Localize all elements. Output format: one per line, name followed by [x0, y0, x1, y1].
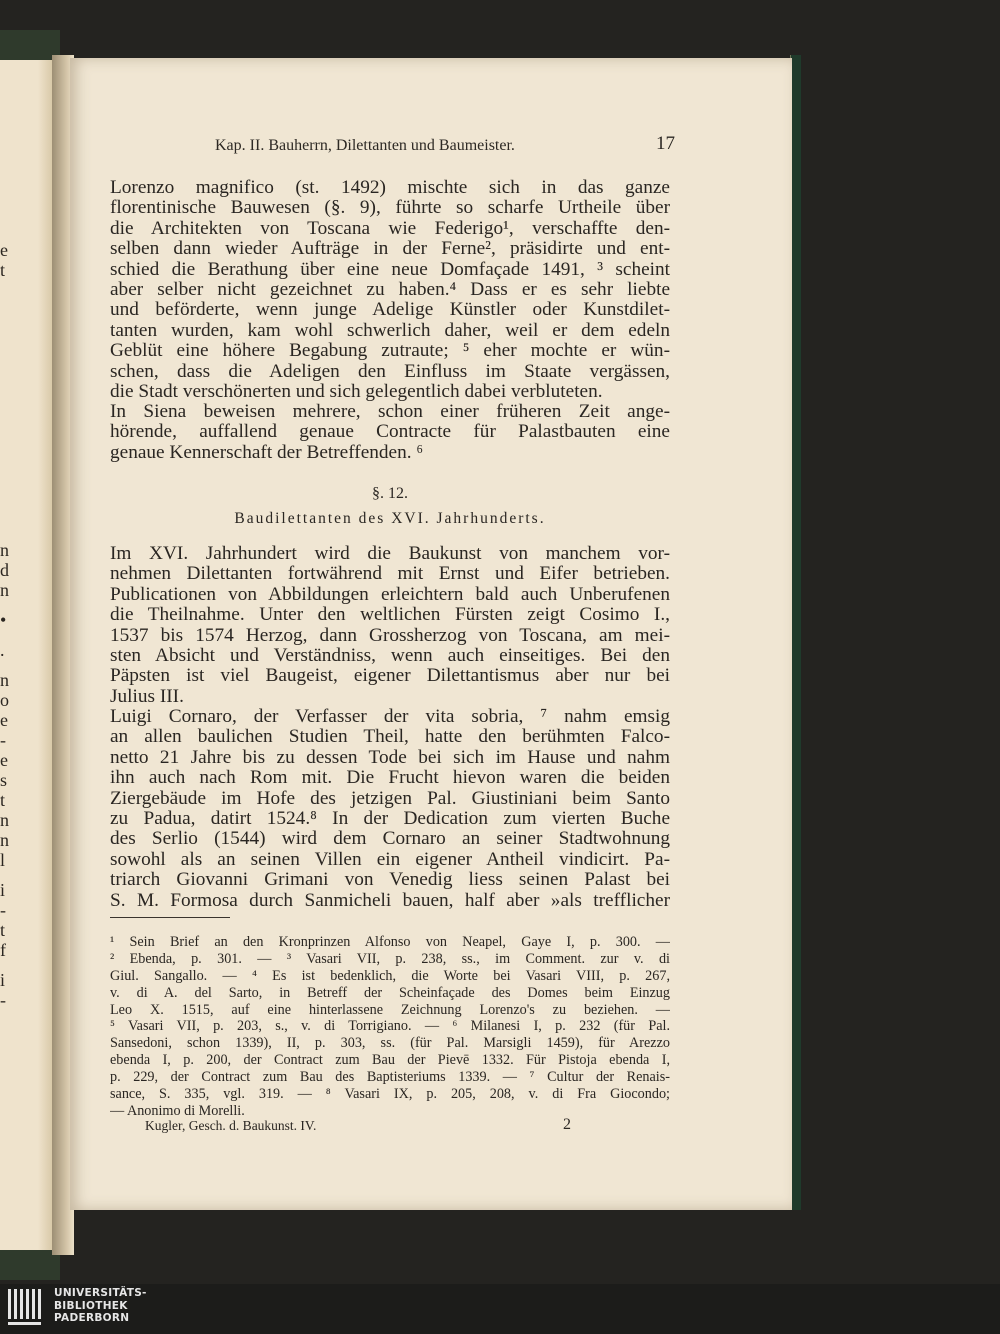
section-number: §. 12.	[372, 485, 408, 502]
logo-line: UNIVERSITÄTS-	[54, 1287, 147, 1299]
footnote-line: ¹ Sein Brief an den Kronprinzen Alfonso von Neapel, Gaye I, p. 300. —	[110, 934, 670, 950]
footnote-line: Leo X. 1515, auf eine hinterlassene Zeichnung Lorenzo's zu beziehen. —	[110, 1001, 670, 1018]
margin-fragment: -	[0, 900, 6, 920]
margin-fragment: d	[0, 560, 9, 580]
text-line: Lorenzo magnifico (st. 1492) mischte sich in das ganze	[110, 178, 670, 198]
text-line: an allen baulichen Studien Theil, hatte den berühmten Falco-	[110, 727, 670, 748]
text-line: aber selber nicht gezeichnet zu haben.⁴ Dass er es sehr liebte	[110, 279, 670, 300]
footnote-line: p. 229, der Contract zum Bau des Baptisteriums 1339. — ⁷ Cultur der Renais-	[110, 1069, 670, 1086]
footnote-line: sance, S. 335, vgl. 319. — ⁸ Vasari IX, p. 205, 208, v. di Fra Giocondo;	[110, 1086, 670, 1103]
page-number: 17	[656, 133, 675, 154]
text-line: netto 21 Jahre bis zu dessen Tode bei sich im Hause und nahm	[110, 747, 670, 768]
text-line: sowohl als an seinen Villen ein eigener Antheil vindicirt. Pa-	[110, 849, 670, 870]
text-line: In Siena beweisen mehrere, schon einer früheren Zeit ange-	[110, 402, 670, 422]
text-line: Geblüt eine höhere Begabung zutraute; ⁵ eher mochte er wün-	[110, 341, 670, 362]
margin-fragment: n	[0, 540, 9, 560]
margin-fragment: s	[0, 770, 8, 790]
text-line: Ziergebäude im Hofe des jetzigen Pal. Giustiniani beim Santo	[110, 788, 670, 809]
text-line: Im XVI. Jahrhundert wird die Baukunst von manchem vor-	[110, 544, 670, 564]
margin-fragment: •	[0, 610, 7, 630]
left-page-edge	[38, 60, 52, 1250]
text-line: S. M. Formosa durch Sanmicheli bauen, half aber »als trefflicher	[110, 890, 670, 911]
text-line: hörende, auffallend genaue Contracte für Palastbauten eine	[110, 422, 670, 443]
text-line: schied die Berathung über eine neue Domfaçade 1491, ³ scheint	[110, 259, 670, 280]
library-logo-icon	[8, 1289, 46, 1329]
signature-number: 2	[563, 1116, 571, 1133]
text-line: selben dann wieder Aufträge in der Ferne², präsidirte und ent-	[110, 239, 670, 260]
paragraph-siena	[110, 402, 670, 463]
paragraph-lorenzo	[110, 178, 670, 402]
margin-fragment: n	[0, 830, 9, 850]
logo-line: PADERBORN	[54, 1312, 130, 1324]
text-line: tanten wurden, kam wohl schwerlich daher, weil er dem edeln	[110, 320, 670, 341]
footnote-line: ⁵ Vasari VII, p. 203, s., v. di Torrigiano. — ⁶ Milanesi I, p. 232 (für Pal.	[110, 1018, 670, 1035]
text-line: triarch Giovanni Grimani von Venedig liess seinen Palast bei	[110, 870, 670, 891]
library-footer-bar	[0, 1284, 1000, 1334]
text-line: florentinische Bauwesen (§. 9), führte so scharfe Urtheile über	[110, 198, 670, 219]
margin-fragment: -	[0, 990, 6, 1010]
margin-fragment: e	[0, 240, 8, 260]
logo-line: BIBLIOTHEK	[54, 1299, 128, 1312]
text-line: des Serlio (1544) wird dem Cornaro an seiner Stadtwohnung	[110, 829, 670, 850]
margin-fragment: t	[0, 920, 6, 940]
margin-fragment: e	[0, 710, 8, 730]
text-line: genaue Kennerschaft der Betreffenden. ⁶	[110, 442, 424, 463]
text-line: die Stadt verschönerten und sich gelegentlich dabei verbluteten.	[110, 381, 603, 402]
text-line: schen, dass die Adeligen den Einfluss im Staate vergässen,	[110, 361, 670, 382]
footnote-line: ² Ebenda, p. 301. — ³ Vasari VII, p. 238, ss., im Comment. zur v. di	[110, 950, 670, 967]
margin-fragment: n	[0, 580, 9, 600]
library-logo-text	[54, 1287, 147, 1325]
footnote-line: Giul. Sangallo. — ⁴ Es ist bedenklich, die Worte bei Vasari VIII, p. 267,	[110, 967, 670, 984]
text-line: nehmen Dilettanten fortwährend mit Ernst und Eifer betrieben.	[110, 564, 670, 585]
text-line: ihn auch nach Rom mit. Die Frucht hievon waren die beiden	[110, 768, 670, 789]
footnote-line: v. di A. del Sarto, in Betreff der Scheinfaçade des Domes beim Einzug	[110, 984, 670, 1001]
running-head-title: Kap. II. Bauherrn, Dilettanten und Baumeister.	[215, 137, 515, 154]
text-line: Julius III.	[110, 686, 184, 707]
margin-fragment: i	[0, 880, 6, 900]
margin-fragment: -	[0, 730, 6, 750]
paragraph-cornaro	[110, 707, 670, 911]
text-line: Publicationen von Abbildungen erleichtern bald auch Unberufenen	[110, 584, 670, 605]
margin-fragment: e	[0, 750, 8, 770]
text-line: die Theilnahme. Unter den weltlichen Fürsten zeigt Cosimo I.,	[110, 605, 670, 626]
margin-fragment: n	[0, 670, 9, 690]
margin-fragment: t	[0, 260, 6, 280]
printer-signature: Kugler, Gesch. d. Baukunst. IV.	[145, 1118, 317, 1133]
footnote-rule	[110, 917, 230, 918]
section-title: Baudilettanten des XVI. Jahrhunderts.	[234, 510, 546, 527]
text-line: sten Absicht und Verständniss, wenn auch einseitiges. Bei den	[110, 645, 670, 666]
paragraph-16th-century	[110, 544, 670, 707]
footnote-line: Sansedoni, schon 1339), II, p. 303, ss. (für Pal. Marsigli 1459), für Arezzo	[110, 1035, 670, 1052]
left-facing-page	[0, 60, 53, 1250]
text-line: 1537 bis 1574 Herzog, dann Grossherzog von Toscana, am mei-	[110, 625, 670, 646]
margin-fragment: t	[0, 790, 6, 810]
margin-fragment: o	[0, 690, 9, 710]
margin-fragment: n	[0, 810, 9, 830]
text-line: die Architekten von Toscana wie Federigo¹, verschaffte den-	[110, 218, 670, 239]
footnotes	[110, 934, 670, 1120]
text-line: und beförderte, wenn junge Adelige Künstler oder Kunstdilet-	[110, 300, 670, 321]
footnote-line: ebenda I, p. 200, der Contract zum Bau der Pievē 1332. Für Pistoja ebenda I,	[110, 1052, 670, 1069]
margin-fragment: i	[0, 970, 6, 990]
margin-fragment: l	[0, 850, 6, 870]
margin-fragment: f	[0, 940, 6, 960]
margin-fragment: .	[0, 640, 5, 660]
running-head	[215, 133, 675, 157]
text-line: Luigi Cornaro, der Verfasser der vita sobria, ⁷ nahm emsig	[110, 707, 670, 727]
text-line: zu Padua, datirt 1524.⁸ In der Dedication zum vierten Buche	[110, 808, 670, 829]
footnote-line: — Anonimo di Morelli.	[110, 1102, 245, 1119]
text-line: Päpsten ist viel Baugeist, eigener Dilettantismus aber nur bei	[110, 666, 670, 687]
